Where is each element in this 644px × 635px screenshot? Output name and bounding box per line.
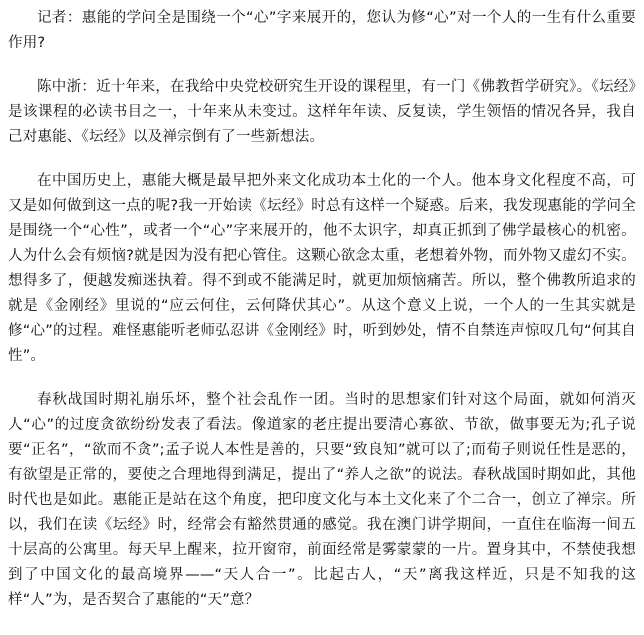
paragraph-reporter-question: 记者：惠能的学问全是围绕一个“心”字来展开的，您认为修“心”对一个人的一生有什么重要作用? [8,10,636,51]
paragraph-spring-autumn: 春秋战国时期礼崩乐坏，整个社会乱作一团。当时的思想家们针对这个局面，就如何消灭人“心”的过度贪欲纷纷发表了看法。像道家的老庄提出要清心寡欲、节欲，做事要无为;孔子说要“正名”，“欲而不贪”;孟子说人本性是善的，只要“致良知”就可以了;而荀子则说任性是恶的，有欲望是正常的，要使之合理地得到满足，提出了“养人之欲”的说法。春秋战国时期如此，其他时代也是如此。惠能正是站在这个角度，把印度文化与本土文化来了个二合一，创立了禅宗。所以，我们在读《坛经》时，经常会有豁然贯通的感觉。我在澳门讲学期间，一直住在临海一间五十层高的公寓里。每天早上醒来，拉开窗帘，前面经常是雾蒙蒙的一片。置身其中，不禁使我想到了中国文化的最高境界——“天人合一”。比起古人，“天”离我这样近，只是不知我的这样“人”为，是否契合了惠能的“天”意？ [8,392,636,608]
paragraph-huineng-mind: 在中国历史上，惠能大概是最早把外来文化成功本土化的一个人。他本身文化程度不高，可又是如何做到这一点的呢?我一开始读《坛经》时总有这样一个疑惑。后来，我发现惠能的学问全是围绕一个“心性”，或者一个“心”字来展开的，他不太识字，却真正抓到了佛学最核心的机密。人为什么会有烦恼?就是因为没有把心管住。这颗心欲念太重，老想着外物，而外物又虚幻不实。想得多了，便越发痴迷执着。得不到或不能满足时，就更加烦恼痛苦。所以，整个佛教所追求的就是《金刚经》里说的“应云何住，云何降伏其心”。从这个意义上说，一个人的一生其实就是修“心”的过程。难怪惠能听老师弘忍讲《金刚经》时，听到妙处，情不自禁连声惊叹几句“何其自性”。 [8,173,636,364]
paragraph-answer-intro: 陈中浙：近十年来，在我给中央党校研究生开设的课程里，有一门《佛教哲学研究》。《坛经》是该课程的必读书目之一，十年来从未变过。这样年年读、反复读，学生领悟的情况各异，我自己对惠能、《坛经》以及禅宗倒有了一些新想法。 [8,79,636,145]
